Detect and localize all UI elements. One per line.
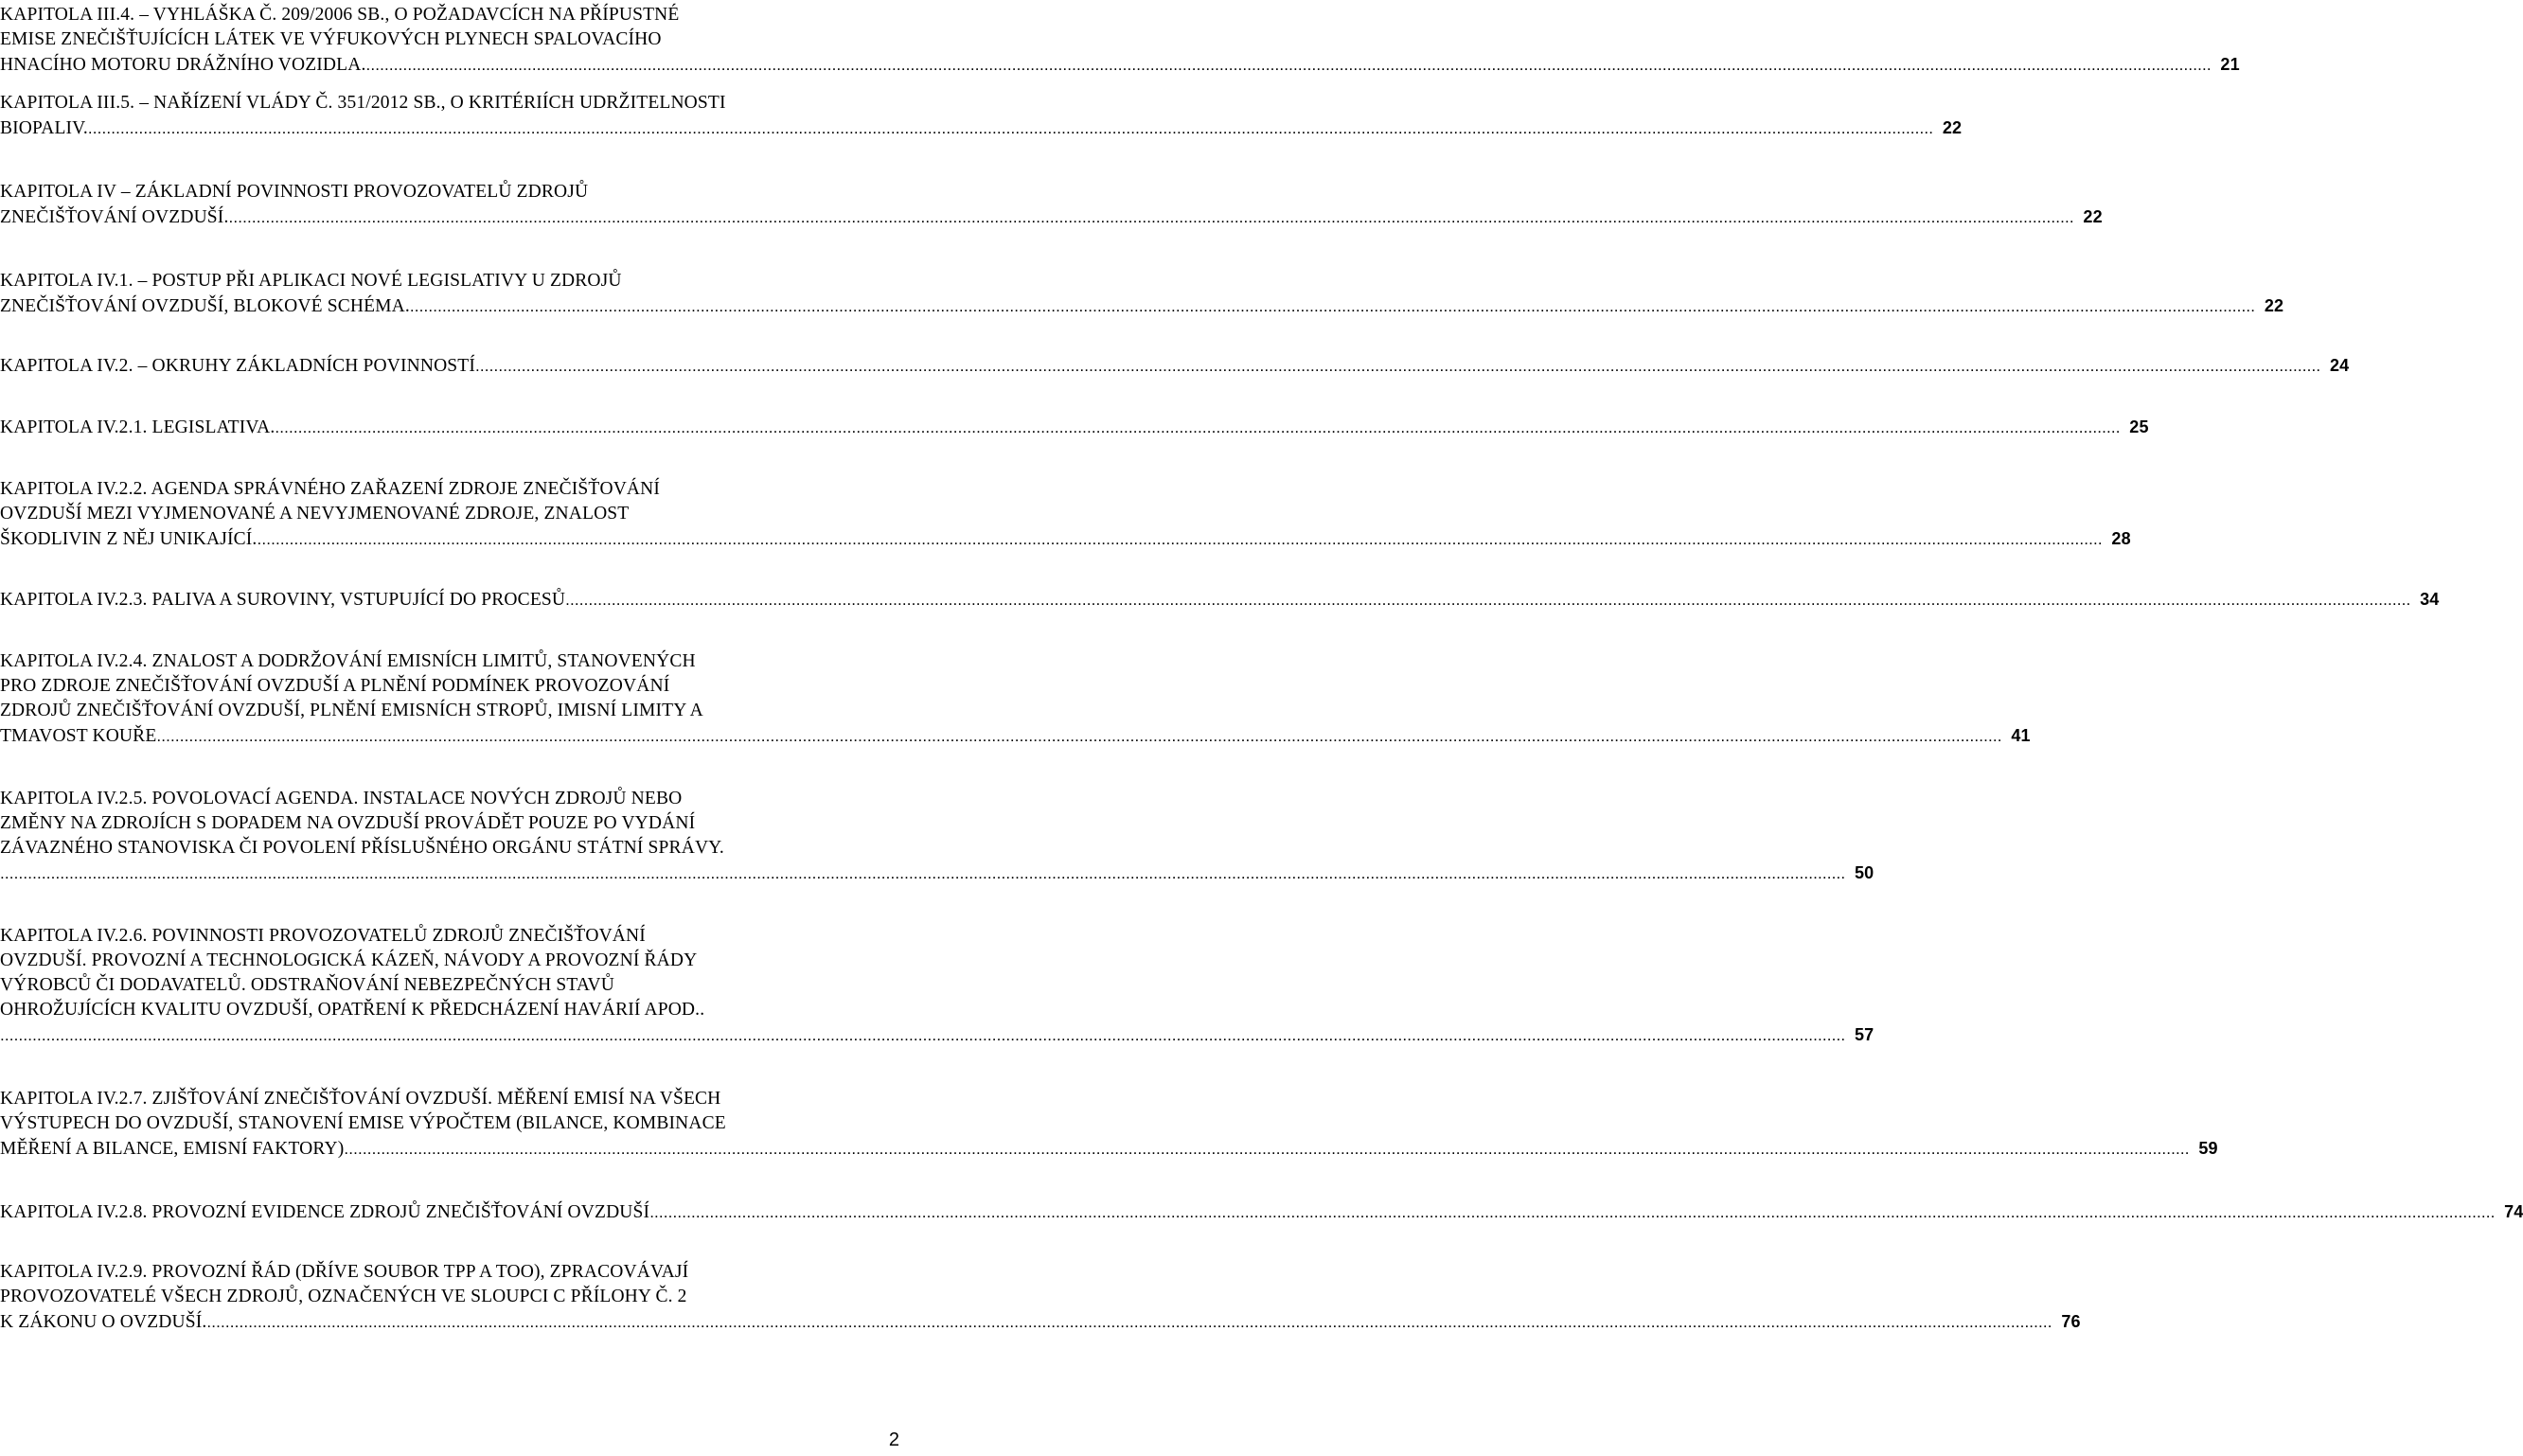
toc-page-number: 22: [2264, 296, 2284, 315]
dot-leader: ................................................................................................................................................................................................................................................................................................................................................................................................................: [344, 1140, 2190, 1158]
toc-entry-last-line: [0, 861, 1874, 885]
toc-entry-title-line: KAPITOLA IV.2.9. PROVOZNÍ ŘÁD (DŘÍVE SOUBOR TPP A TOO), ZPRACOVÁVAJÍ: [0, 1262, 689, 1282]
toc-entry-last-line: [0, 1309, 2081, 1334]
toc-entry-last-line: [0, 1199, 2523, 1224]
toc-entry[interactable]: [0, 269, 2284, 318]
toc-entry-title-line: KAPITOLA IV.2.5. POVOLOVACÍ AGENDA. INSTALACE NOVÝCH ZDROJŮ NEBO: [0, 789, 683, 808]
dot-leader: ................................................................................................................................................................................................................................................................................................................................................................................................................: [409, 297, 2256, 315]
toc-entry-title-line: OHROŽUJÍCÍCH KVALITU OVZDUŠÍ, OPATŘENÍ K PŘEDCHÁZENÍ HAVÁRIÍ APOD..: [0, 1000, 705, 1020]
toc-page-number: 74: [2504, 1202, 2523, 1221]
toc-entry-title-line: ZÁVAZNÉHO STANOVISKA ČI POVOLENÍ PŘÍSLUŠNÉHO ORGÁNU STÁTNÍ SPRÁVY.: [0, 838, 724, 858]
toc-page-number: 22: [2083, 207, 2103, 226]
dot-leader: ................................................................................................................................................................................................................................................................................................................................................................................................................: [228, 208, 2074, 226]
toc-entry[interactable]: [0, 180, 2103, 229]
dot-leader: ................................................................................................................................................................................................................................................................................................................................................................................................................: [257, 530, 2103, 548]
toc-entry-title-line: HNACÍHO MOTORU DRÁŽNÍHO VOZIDLA.: [0, 55, 366, 75]
toc-entry[interactable]: [0, 477, 2131, 551]
toc-entry-last-line: [0, 723, 2031, 748]
toc-entry[interactable]: [0, 91, 1963, 140]
toc-entry[interactable]: [0, 649, 2031, 748]
toc-entry-last-line: [0, 52, 2240, 77]
toc-entry-title-line: VÝROBCŮ ČI DODAVATELŮ. ODSTRAŇOVÁNÍ NEBEZPEČNÝCH STAVŮ: [0, 975, 615, 995]
toc-page-number: 76: [2061, 1312, 2081, 1331]
toc-entry-title-line: VÝSTUPECH DO OVZDUŠÍ, STANOVENÍ EMISE VÝPOČTEM (BILANCE, KOMBINACE: [0, 1113, 726, 1133]
toc-entry-title-line: KAPITOLA III.5. – NAŘÍZENÍ VLÁDY Č. 351/2012 SB., O KRITÉRIÍCH UDRŽITELNOSTI: [0, 93, 726, 113]
toc-entry[interactable]: [0, 3, 2240, 77]
toc-entry-title-line: MĚŘENÍ A BILANCE, EMISNÍ FAKTORY): [0, 1139, 345, 1159]
dot-leader: ................................................................................................................................................................................................................................................................................................................................................................................................................: [565, 591, 2411, 609]
toc-entry[interactable]: [0, 924, 1874, 1047]
toc-entry[interactable]: [0, 353, 2350, 378]
toc-entry[interactable]: [0, 787, 1874, 885]
toc-entry-title-line: KAPITOLA IV.2.2. AGENDA SPRÁVNÉHO ZAŘAZENÍ ZDROJE ZNEČIŠŤOVÁNÍ: [0, 479, 661, 499]
toc-entry-title-line: TMAVOST KOUŘE: [0, 726, 157, 746]
toc-page-number: 41: [2011, 726, 2031, 745]
toc-page-number: 34: [2420, 590, 2440, 609]
dot-leader: ................................................................................................................................................................................................................................................................................................................................................................................................................: [87, 119, 1934, 137]
toc-entry-title-line: ZDROJŮ ZNEČIŠŤOVÁNÍ OVZDUŠÍ, PLNĚNÍ EMISNÍCH STROPŮ, IMISNÍ LIMITY A: [0, 701, 703, 720]
toc-entry-title-line: KAPITOLA IV.2.3. PALIVA A SUROVINY, VSTUPUJÍCÍ DO PROCESŮ: [0, 590, 566, 610]
toc-entry-last-line: [0, 293, 2284, 318]
toc-page-number: 59: [2198, 1139, 2218, 1158]
toc-entry-title-line: PROVOZOVATELÉ VŠECH ZDROJŮ, OZNAČENÝCH VE SLOUPCI C PŘÍLOHY Č. 2: [0, 1287, 687, 1306]
dot-leader: ................................................................................................................................................................................................................................................................................................................................................................................................................: [156, 727, 2002, 745]
toc-page-number: 22: [1942, 118, 1963, 137]
toc-entry-title-line: KAPITOLA IV – ZÁKLADNÍ POVINNOSTI PROVOZOVATELŮ ZDROJŮ: [0, 182, 589, 202]
dot-leader: ................................................................................................................................................................................................................................................................................................................................................................................................................: [475, 357, 2321, 375]
toc-entry[interactable]: [0, 587, 2440, 612]
dot-leader: ................................................................................................................................................................................................................................................................................................................................................................................................................: [206, 1313, 2052, 1331]
toc-entry-last-line: [0, 1022, 1874, 1047]
dot-leader: ................................................................................................................................................................................................................................................................................................................................................................................................................: [649, 1203, 2496, 1221]
page-number: 2: [888, 1429, 899, 1450]
toc-entry[interactable]: [0, 415, 2149, 439]
toc-entry-title-line: KAPITOLA III.4. – VYHLÁŠKA Č. 209/2006 SB., O POŽADAVCÍCH NA PŘÍPUSTNÉ: [0, 5, 680, 25]
toc-entry-title-line: ZNEČIŠŤOVÁNÍ OVZDUŠÍ.: [0, 207, 229, 227]
toc-page-number: 25: [2129, 417, 2149, 436]
toc-entry-title-line: K ZÁKONU O OVZDUŠÍ.: [0, 1312, 207, 1332]
toc-entry-last-line: [0, 415, 2149, 439]
toc-entry-title-line: KAPITOLA IV.2.1. LEGISLATIVA.: [0, 417, 275, 437]
toc-entry-title-line: ZMĚNY NA ZDROJÍCH S DOPADEM NA OVZDUŠÍ PROVÁDĚT POUZE PO VYDÁNÍ: [0, 813, 696, 833]
toc-entry-title-line: EMISE ZNEČIŠŤUJÍCÍCH LÁTEK VE VÝFUKOVÝCH PLYNECH SPALOVACÍHO: [0, 29, 662, 49]
toc-entry-title-line: OVZDUŠÍ MEZI VYJMENOVANÉ A NEVYJMENOVANÉ ZDROJE, ZNALOST: [0, 504, 630, 524]
toc-entry-title-line: KAPITOLA IV.2.8. PROVOZNÍ EVIDENCE ZDROJŮ ZNEČIŠŤOVÁNÍ OVZDUŠÍ: [0, 1202, 650, 1222]
toc-entry-title-line: OVZDUŠÍ. PROVOZNÍ A TECHNOLOGICKÁ KÁZEŇ, NÁVODY A PROVOZNÍ ŘÁDY: [0, 950, 698, 970]
toc-entry-last-line: [0, 204, 2103, 229]
toc-entry-last-line: [0, 115, 1963, 140]
toc-entry[interactable]: [0, 1087, 2218, 1161]
toc-entry-title-line: KAPITOLA IV.1. – POSTUP PŘI APLIKACI NOVÉ LEGISLATIVY U ZDROJŮ: [0, 271, 622, 291]
toc-entry-title-line: KAPITOLA IV.2.7. ZJIŠŤOVÁNÍ ZNEČIŠŤOVÁNÍ OVZDUŠÍ. MĚŘENÍ EMISÍ NA VŠECH: [0, 1089, 721, 1109]
toc-page-number: 24: [2329, 356, 2350, 375]
toc-entry-last-line: [0, 353, 2350, 378]
toc-page-number: 28: [2111, 529, 2131, 548]
toc-entry[interactable]: [0, 1199, 2523, 1224]
toc-entry-last-line: [0, 1136, 2218, 1161]
dot-leader: ................................................................................................................................................................................................................................................................................................................................................................................................................: [365, 56, 2212, 74]
dot-leader: ................................................................................................................................................................................................................................................................................................................................................................................................................: [0, 1026, 1846, 1044]
toc-entry-title-line: PRO ZDROJE ZNEČIŠŤOVÁNÍ OVZDUŠÍ A PLNĚNÍ PODMÍNEK PROVOZOVÁNÍ: [0, 676, 670, 696]
toc-entry-last-line: [0, 526, 2131, 551]
toc-page-number: 21: [2220, 55, 2240, 74]
toc-entry-title-line: ZNEČIŠŤOVÁNÍ OVZDUŠÍ, BLOKOVÉ SCHÉMA.: [0, 296, 410, 316]
toc-entry-title-line: KAPITOLA IV.2.4. ZNALOST A DODRŽOVÁNÍ EMISNÍCH LIMITŮ, STANOVENÝCH: [0, 651, 696, 671]
dot-leader: ................................................................................................................................................................................................................................................................................................................................................................................................................: [275, 418, 2121, 436]
toc-entry-title-line: BIOPALIV.: [0, 118, 88, 138]
toc-entry-last-line: [0, 587, 2440, 612]
toc-entry[interactable]: [0, 1260, 2081, 1334]
toc-page-number: 57: [1854, 1025, 1874, 1044]
toc-entry-title-line: KAPITOLA IV.2. – OKRUHY ZÁKLADNÍCH POVINNOSTÍ: [0, 356, 476, 376]
toc-page-number: 50: [1854, 863, 1874, 882]
dot-leader: ................................................................................................................................................................................................................................................................................................................................................................................................................: [0, 864, 1846, 882]
toc-entry-title-line: ŠKODLIVIN Z NĚJ UNIKAJÍCÍ.: [0, 529, 258, 549]
toc-entry-title-line: KAPITOLA IV.2.6. POVINNOSTI PROVOZOVATELŮ ZDROJŮ ZNEČIŠŤOVÁNÍ: [0, 926, 646, 946]
